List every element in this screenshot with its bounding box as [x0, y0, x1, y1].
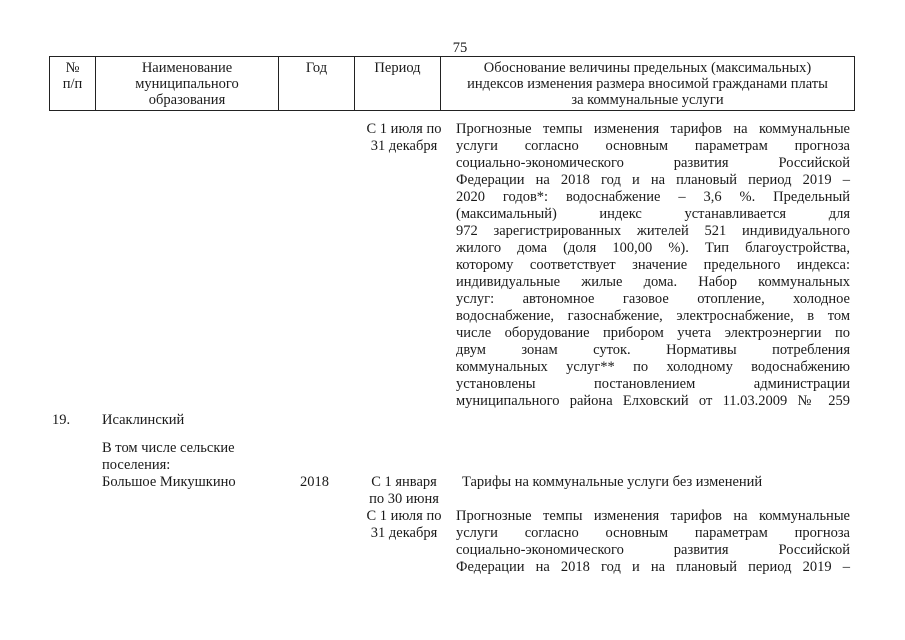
- period-cell: С 1 июля по 31 декабря: [366, 121, 442, 154]
- paragraph-line: двум зонам суток. Нормативы потребления: [456, 342, 850, 358]
- paragraph-line: индивидуальные жилые дома. Набор коммунальных: [456, 274, 850, 290]
- paragraph-line: 972 зарегистрированных жителей 521 индивидуального: [456, 223, 850, 239]
- table-header: [49, 56, 855, 111]
- period-cell-1: С 1 января по 30 июня: [369, 474, 439, 507]
- paragraph-line: услуги согласно основным параметрам прогноза: [456, 138, 850, 154]
- period-cell-2: С 1 июля по 31 декабря: [366, 508, 442, 541]
- header-period: Период: [355, 57, 441, 111]
- paragraph-line: установлены постановлением администрации: [456, 376, 850, 392]
- paragraph-line: водоснабжение, газоснабжение, электроснабжение, в том: [456, 308, 850, 324]
- paragraph-line: Федерации на 2018 год и на плановый период 2019 –: [456, 172, 850, 188]
- municipality-name: Исаклинский: [102, 412, 185, 428]
- header-num: № п/п: [50, 57, 96, 111]
- paragraph-line: услуг: автономное газовое отопление, холодное: [456, 291, 850, 307]
- sub-label: В том числе сельские поселения:: [102, 440, 235, 473]
- paragraph-line: Прогнозные темпы изменения тарифов на коммунальные: [456, 508, 850, 524]
- header-basis: Обоснование величины предельных (максимальных) индексов изменения размера вносимой гражданами платы за коммунальные услуги: [441, 57, 855, 111]
- paragraph-line: муниципального района Елховский от 11.03.2009 № 259: [456, 393, 850, 409]
- header-year: Год: [279, 57, 355, 111]
- basis-cell-1: Тарифы на коммунальные услуги без изменений: [462, 474, 763, 490]
- paragraph-line: Федерации на 2018 год и на плановый период 2019 –: [456, 559, 850, 575]
- settlement-name: Большое Микушкино: [102, 474, 236, 490]
- paragraph-line: Прогнозные темпы изменения тарифов на коммунальные: [456, 121, 850, 137]
- paragraph-line: которому соответствует значение предельного индекса:: [456, 257, 850, 273]
- paragraph-line: числе оборудование прибором учета электроэнергии по: [456, 325, 850, 341]
- row-number: 19.: [52, 412, 71, 428]
- paragraph-line: коммунальных услуг** по холодному водоснабжению: [456, 359, 850, 375]
- year-cell: 2018: [300, 474, 329, 490]
- paragraph-line: социально-экономического развития Российской: [456, 542, 850, 558]
- header-name: Наименование муниципального образования: [96, 57, 279, 111]
- paragraph-line: услуги согласно основным параметрам прогноза: [456, 525, 850, 541]
- page-number: 75: [452, 40, 468, 56]
- paragraph-line: (максимальный) индекс устанавливается для: [456, 206, 850, 222]
- paragraph-line: социально-экономического развития Российской: [456, 155, 850, 171]
- paragraph-line: жилого дома (доля 100,00 %). Тип благоустройства,: [456, 240, 850, 256]
- paragraph-line: 2020 годов*: водоснабжение – 3,6 %. Предельный: [456, 189, 850, 205]
- basis-paragraph: [456, 121, 850, 410]
- basis-paragraph-2: [456, 508, 850, 576]
